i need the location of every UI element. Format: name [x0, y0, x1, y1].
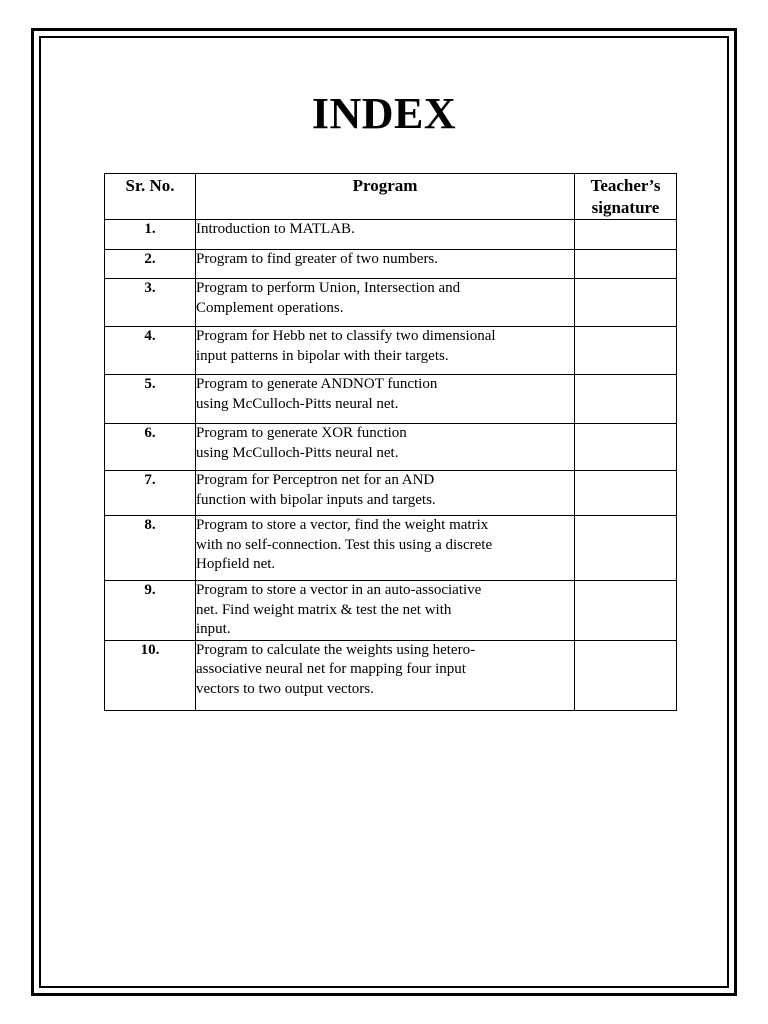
- table-row: [105, 424, 677, 471]
- table-row: [105, 516, 677, 581]
- row-signature-cell: [575, 250, 677, 279]
- program-line: Program to calculate the weights using hetero-: [196, 641, 476, 658]
- row-sr-no: 7.: [105, 471, 196, 516]
- row-sr-no: 10.: [105, 640, 196, 710]
- program-line: function with bipolar inputs and targets.: [196, 491, 436, 508]
- row-signature-cell: [575, 516, 677, 581]
- program-line: net. Find weight matrix & test the net with: [196, 601, 452, 618]
- row-program: [196, 516, 575, 581]
- row-sr-no: 2.: [105, 250, 196, 279]
- row-signature-cell: [575, 471, 677, 516]
- row-signature-cell: [575, 581, 677, 641]
- row-program: [196, 279, 575, 327]
- program-line: Program to generate ANDNOT function: [196, 376, 438, 392]
- row-sr-no: 3.: [105, 279, 196, 327]
- program-line: Program to find greater of two numbers.: [196, 251, 439, 267]
- row-signature-cell: [575, 220, 677, 250]
- program-line: input patterns in bipolar with their targets.: [196, 347, 449, 364]
- table-body: [105, 220, 677, 711]
- row-sr-no: 9.: [105, 581, 196, 641]
- program-line: Introduction to MATLAB.: [196, 221, 355, 237]
- table-row: [105, 279, 677, 327]
- table-row: [105, 250, 677, 279]
- header-signature-line1: Teacher’s: [590, 176, 661, 195]
- program-line: Program for Hebb net to classify two dimensional: [196, 328, 496, 344]
- row-program: [196, 250, 575, 279]
- row-sr-no: 6.: [105, 424, 196, 471]
- program-line: Program to generate XOR function: [196, 425, 407, 441]
- page-title: INDEX: [311, 89, 457, 138]
- table-row: [105, 471, 677, 516]
- program-line: associative neural net for mapping four input: [196, 661, 466, 677]
- header-sr-no: Sr. No.: [105, 174, 196, 220]
- row-program: [196, 220, 575, 250]
- table-row: [105, 581, 677, 641]
- program-line: Program to perform Union, Intersection and: [196, 280, 461, 296]
- table-row: [105, 220, 677, 250]
- program-line: using McCulloch-Pitts neural net.: [196, 395, 399, 412]
- index-table: [104, 173, 677, 711]
- row-program: [196, 581, 575, 641]
- program-line: Program to store a vector in an auto-associative: [196, 582, 482, 598]
- row-sr-no: 5.: [105, 375, 196, 424]
- row-sr-no: 4.: [105, 327, 196, 375]
- row-signature-cell: [575, 279, 677, 327]
- table-row: [105, 640, 677, 710]
- header-program: Program: [196, 174, 575, 220]
- program-line: Program to store a vector, find the weight matrix: [196, 517, 489, 533]
- row-program: [196, 471, 575, 516]
- row-sr-no: 8.: [105, 516, 196, 581]
- table-row: [105, 327, 677, 375]
- row-signature-cell: [575, 327, 677, 375]
- program-line: with no self-connection. Test this using a discrete: [196, 536, 493, 553]
- row-signature-cell: [575, 640, 677, 710]
- program-line: using McCulloch-Pitts neural net.: [196, 444, 399, 461]
- row-program: [196, 375, 575, 424]
- header-signature: [575, 174, 677, 220]
- row-signature-cell: [575, 424, 677, 471]
- program-line: vectors to two output vectors.: [196, 680, 374, 697]
- table-header-row: [105, 174, 677, 220]
- program-line: Hopfield net.: [196, 556, 276, 572]
- table-row: [105, 375, 677, 424]
- row-program: [196, 424, 575, 471]
- header-signature-line2: signature: [591, 198, 660, 217]
- row-signature-cell: [575, 375, 677, 424]
- program-line: Program for Perceptron net for an AND: [196, 472, 435, 488]
- program-line: Complement operations.: [196, 299, 344, 316]
- row-program: [196, 327, 575, 375]
- row-sr-no: 1.: [105, 220, 196, 250]
- row-program: [196, 640, 575, 710]
- program-line: input.: [196, 621, 231, 637]
